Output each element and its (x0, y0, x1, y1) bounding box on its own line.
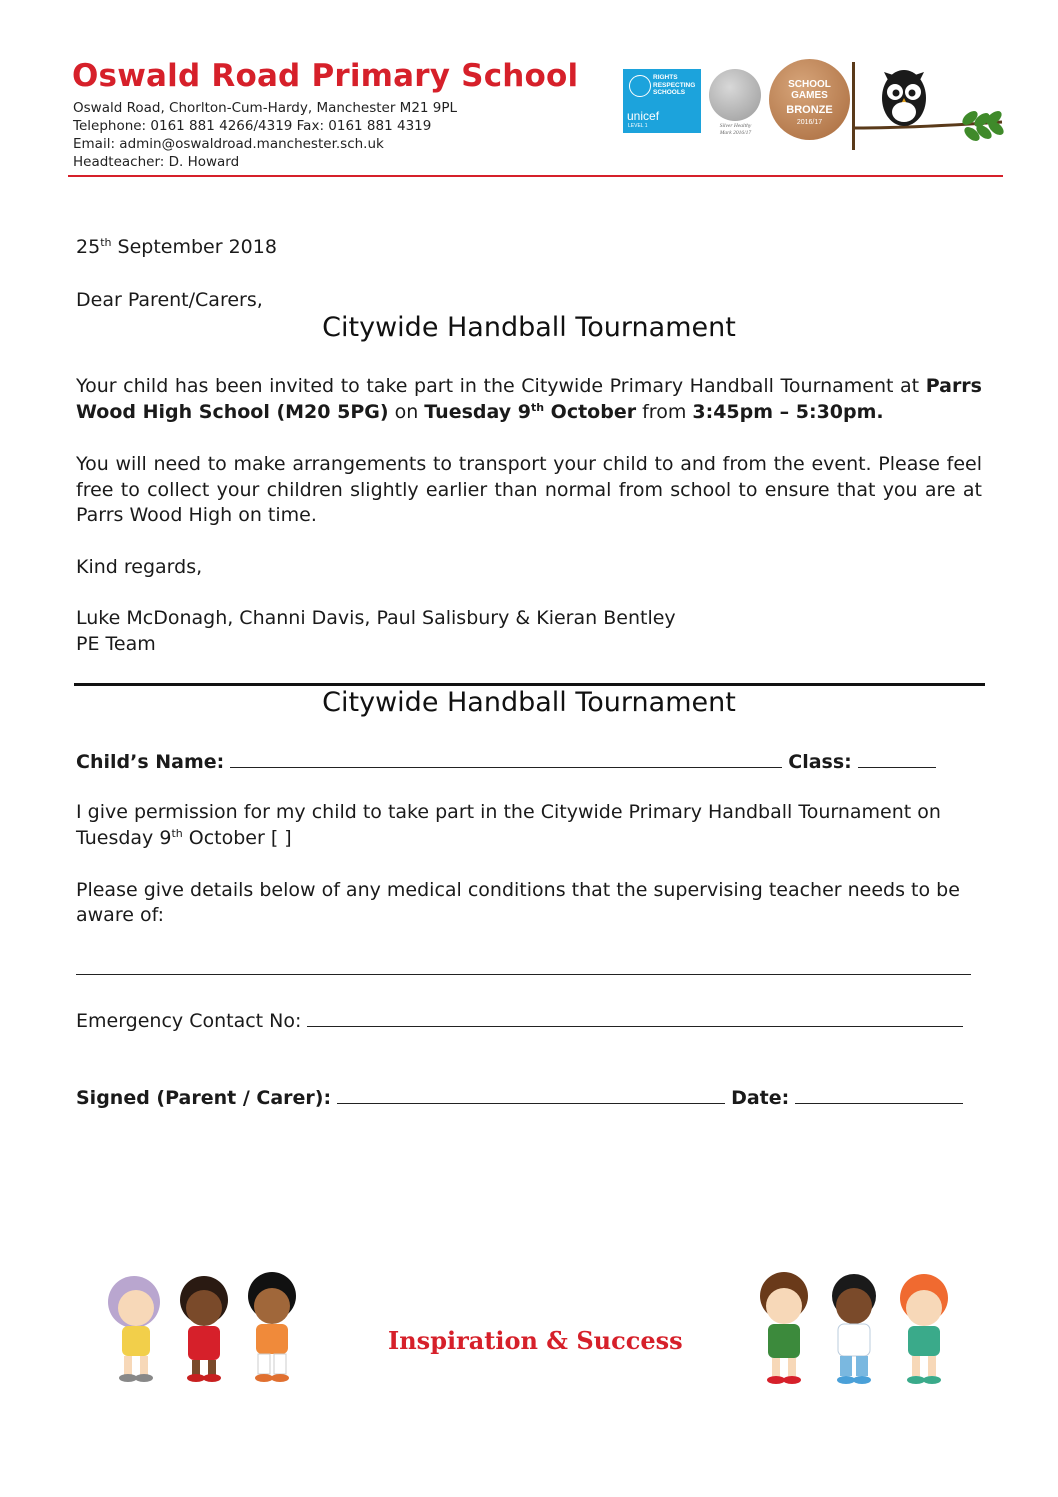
school-telephone: Telephone: 0161 881 4266/4319 Fax: 0161 881 4319 (73, 118, 432, 134)
text: on (388, 400, 425, 423)
children-illustration-left (96, 1266, 310, 1384)
date-label: Date: (731, 1087, 790, 1109)
children-illustration-right (746, 1266, 968, 1388)
signatories: Luke McDonagh, Channi Davis, Paul Salisbury & Kieran Bentley (76, 607, 676, 629)
child-name-label: Child’s Name: (76, 751, 225, 773)
logo-text: BRONZE (786, 104, 833, 116)
permission-line-1: I give permission for my child to take part in the Citywide Primary Handball Tournament on (76, 801, 941, 823)
child-figure-icon (900, 1274, 948, 1384)
silver-disc-icon (709, 69, 761, 121)
class-label: Class: (788, 751, 852, 773)
unicef-brand: unicef (627, 109, 660, 123)
text: from (636, 400, 693, 423)
logo-text: RESPECTING (653, 81, 696, 89)
event-day (424, 401, 636, 423)
permission-line-2 (76, 827, 292, 849)
date-rest: September 2018 (111, 236, 277, 258)
child-figure-icon (248, 1272, 296, 1382)
letter-title: Citywide Handball Tournament (322, 312, 736, 343)
logo-text: RIGHTS (653, 74, 678, 81)
text: Your child has been invited to take part in the Citywide Primary Handball Tournament at (76, 375, 926, 397)
healthy-schools-silver-logo (708, 69, 763, 149)
text: Tuesday 9 (76, 827, 172, 849)
medical-line-2: aware of: (76, 904, 164, 926)
signature-field[interactable] (337, 1085, 725, 1104)
owl-icon (882, 70, 926, 126)
text: October (544, 400, 637, 423)
logo-text: Mark 2016/17 (719, 130, 752, 136)
venue: Parrs Wood High School (M20 5PG) (76, 375, 982, 423)
unicef-level: LEVEL 1 (628, 123, 648, 129)
date-day: 25 (76, 236, 101, 258)
medical-line-1: Please give details below of any medical conditions that the supervising teacher needs to be (76, 879, 960, 901)
letter-date (76, 236, 277, 258)
school-games-bronze-logo (769, 59, 850, 140)
globe-icon (629, 75, 651, 97)
class-field[interactable] (858, 749, 936, 768)
leaves-icon (960, 108, 1006, 143)
permission-checkbox[interactable]: October [ ] (182, 827, 292, 849)
child-figure-icon (108, 1276, 160, 1382)
logo-text: 2016/17 (796, 119, 823, 126)
medical-details-field[interactable] (76, 974, 971, 975)
school-address: Oswald Road, Chorlton-Cum-Hardy, Manchester M21 9PL (73, 100, 458, 116)
header-rule (68, 175, 1003, 177)
salutation: Dear Parent/Carers, (76, 289, 263, 311)
text: Tuesday 9 (424, 400, 531, 423)
emergency-contact-row (76, 1008, 969, 1032)
child-name-row (76, 749, 942, 773)
signature-row (76, 1085, 969, 1109)
emergency-contact-label: Emergency Contact No: (76, 1010, 302, 1032)
school-motto: Inspiration & Success (388, 1326, 683, 1355)
child-figure-icon (760, 1272, 808, 1384)
logo-text: GAMES (791, 90, 828, 101)
headteacher: Headteacher: D. Howard (73, 154, 240, 170)
tear-off-divider (74, 683, 985, 686)
child-name-field[interactable] (230, 749, 782, 768)
school-name: Oswald Road Primary School (72, 58, 579, 94)
transport-paragraph: You will need to make arrangements to transport your child to and from the event. Please feel free to collect your children slightly earlier than normal from school to ensure that you are at Parrs Wood High on time. (76, 453, 982, 526)
form-title: Citywide Handball Tournament (322, 687, 736, 718)
signed-label: Signed (Parent / Carer): (76, 1087, 332, 1109)
text: th (171, 827, 183, 840)
logo-text: SCHOOL (788, 79, 831, 90)
logo-text: Silver Healthy (719, 123, 752, 129)
date-suffix: th (100, 236, 112, 249)
child-figure-icon (180, 1276, 228, 1382)
emergency-contact-field[interactable] (307, 1008, 963, 1027)
child-figure-icon (832, 1274, 876, 1384)
school-email: Email: admin@oswaldroad.manchester.sch.uk (73, 136, 384, 152)
date-field[interactable] (795, 1085, 963, 1104)
text: th (530, 400, 545, 414)
team-name: PE Team (76, 633, 156, 655)
invitation-paragraph (76, 374, 982, 425)
logo-text: SCHOOLS (653, 89, 686, 96)
unicef-rights-respecting-logo (623, 69, 701, 133)
event-time: 3:45pm – 5:30pm. (692, 400, 884, 423)
owl-on-branch-logo (852, 62, 1010, 154)
closing: Kind regards, (76, 556, 203, 578)
